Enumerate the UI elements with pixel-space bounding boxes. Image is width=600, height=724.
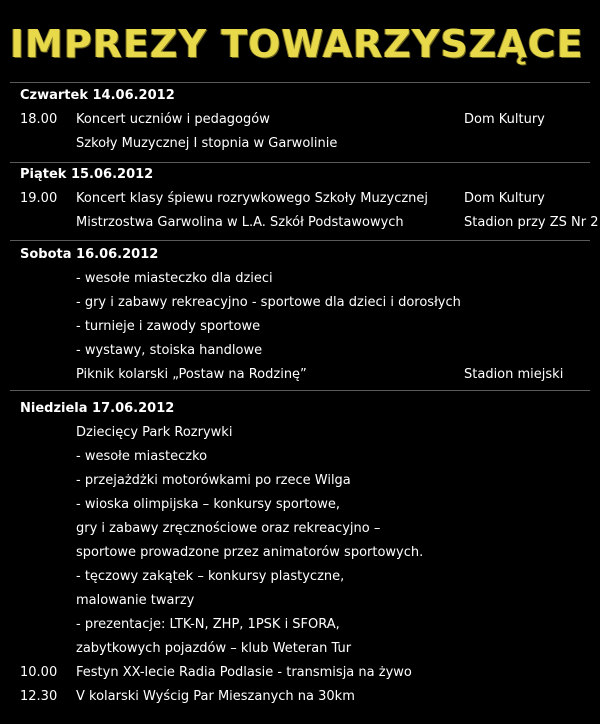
day-heading-row (0, 163, 600, 187)
event-place: Stadion przy ZS Nr 2 (464, 215, 599, 230)
event-line (0, 421, 600, 445)
event-description: zabytkowych pojazdów – klub Weteran Tur (76, 641, 352, 656)
event-line (0, 267, 600, 291)
event-line (0, 363, 600, 387)
day-heading: Czwartek 14.06.2012 (20, 88, 175, 103)
event-line (0, 637, 600, 661)
event-description: - prezentacje: LTK-N, ZHP, 1PSK i SFORA, (76, 617, 340, 632)
event-description: gry i zabawy zręcznościowe oraz rekreacyjno – (76, 521, 381, 536)
event-description: Festyn XX-lecie Radia Podlasie - transmisja na żywo (76, 665, 412, 680)
event-description: sportowe prowadzone przez animatorów sportowych. (76, 545, 424, 560)
day-separator (10, 240, 590, 241)
event-line (0, 339, 600, 363)
event-line (0, 445, 600, 469)
event-description: Piknik kolarski „Postaw na Rodzinę” (76, 367, 307, 382)
event-description: - wesołe miasteczko (76, 449, 208, 464)
event-line (0, 613, 600, 637)
event-description: - wesołe miasteczko dla dzieci (76, 271, 273, 286)
event-time: 12.30 (20, 689, 58, 704)
day-heading-row (0, 243, 600, 267)
event-line (0, 517, 600, 541)
event-line (0, 685, 600, 709)
page-title: IMPREZY TOWARZYSZĄCE (10, 22, 584, 66)
day-separator (10, 390, 590, 391)
event-line (0, 187, 600, 211)
event-line (0, 541, 600, 565)
event-description: malowanie twarzy (76, 593, 195, 608)
event-description: Koncert uczniów i pedagogów (76, 112, 270, 127)
event-line (0, 565, 600, 589)
event-description: - tęczowy zakątek – konkursy plastyczne, (76, 569, 345, 584)
event-place: Dom Kultury (464, 112, 545, 127)
event-description: - gry i zabawy rekreacyjno - sportowe dla dzieci i dorosłych (76, 295, 461, 310)
event-place: Stadion miejski (464, 367, 564, 382)
event-time: 19.00 (20, 191, 58, 206)
event-line (0, 132, 600, 156)
event-description: - wystawy, stoiska handlowe (76, 343, 263, 358)
event-line (0, 469, 600, 493)
day-heading: Sobota 16.06.2012 (20, 247, 159, 262)
day-heading: Piątek 15.06.2012 (20, 167, 154, 182)
day-heading-row (0, 397, 600, 421)
event-description: - przejażdżki motorówkami po rzece Wilga (76, 473, 351, 488)
event-time: 10.00 (20, 665, 58, 680)
event-line (0, 315, 600, 339)
event-line (0, 661, 600, 685)
event-line (0, 291, 600, 315)
event-time: 18.00 (20, 112, 58, 127)
event-description: Szkoły Muzycznej I stopnia w Garwolinie (76, 136, 338, 151)
event-description: Dziecięcy Park Rozrywki (76, 425, 233, 440)
event-description: V kolarski Wyścig Par Mieszanych na 30km (76, 689, 355, 704)
event-line (0, 108, 600, 132)
event-line (0, 493, 600, 517)
event-line (0, 211, 600, 235)
event-place: Dom Kultury (464, 191, 545, 206)
event-description: Mistrzostwa Garwolina w L.A. Szkół Podstawowych (76, 215, 404, 230)
event-line (0, 589, 600, 613)
day-heading-row (0, 84, 600, 108)
day-separator (10, 82, 590, 83)
event-description: - wioska olimpijska – konkursy sportowe, (76, 497, 341, 512)
day-heading: Niedziela 17.06.2012 (20, 401, 175, 416)
event-description: Koncert klasy śpiewu rozrywkowego Szkoły Muzycznej (76, 191, 429, 206)
event-description: - turnieje i zawody sportowe (76, 319, 261, 334)
